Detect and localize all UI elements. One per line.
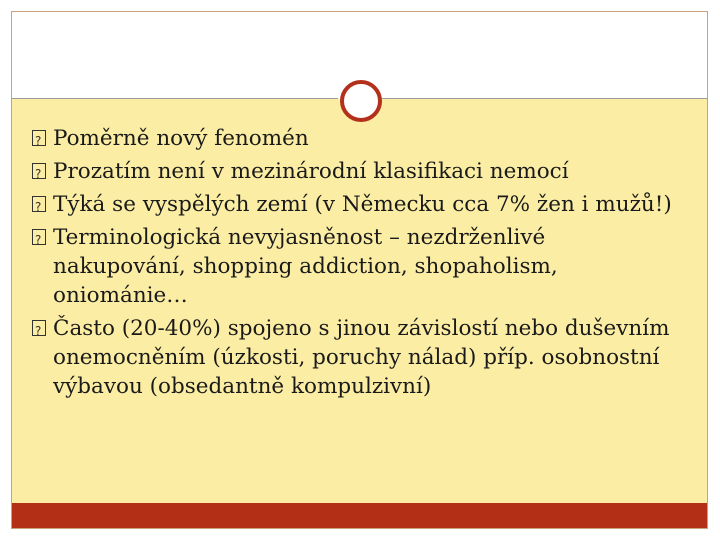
bullet-text: Často (20-40%) spojeno s jinou závislostí nebo duševním onemocněním (úzkosti, poruchy nálad) příp. osobnostní výbavou (obsedantně kompulzivní) bbox=[53, 316, 670, 399]
bullet-text: Týká se vyspělých zemí (v Německu cca 7% žen i mužů!) bbox=[53, 192, 672, 217]
bullet-text: Poměrně nový fenomén bbox=[53, 126, 309, 151]
bullet-item bbox=[32, 157, 682, 186]
bullet-item bbox=[32, 223, 682, 310]
bullet-text: Terminologická nevyjasněnost – nezdrženlivé nakupování, shopping addiction, shopaholism, oniománie… bbox=[53, 225, 558, 308]
bullet-item bbox=[32, 314, 682, 401]
missing-glyph-box-icon bbox=[32, 163, 46, 179]
missing-glyph-box-icon bbox=[32, 320, 46, 336]
bullet-list bbox=[32, 124, 682, 405]
missing-glyph-box-icon bbox=[32, 229, 46, 245]
missing-glyph-box-icon bbox=[32, 196, 46, 212]
bullet-text: Prozatím není v mezinárodní klasifikaci nemocí bbox=[53, 159, 569, 184]
missing-glyph-box-icon bbox=[32, 130, 46, 146]
bullet-item bbox=[32, 124, 682, 153]
bullet-item bbox=[32, 190, 682, 219]
